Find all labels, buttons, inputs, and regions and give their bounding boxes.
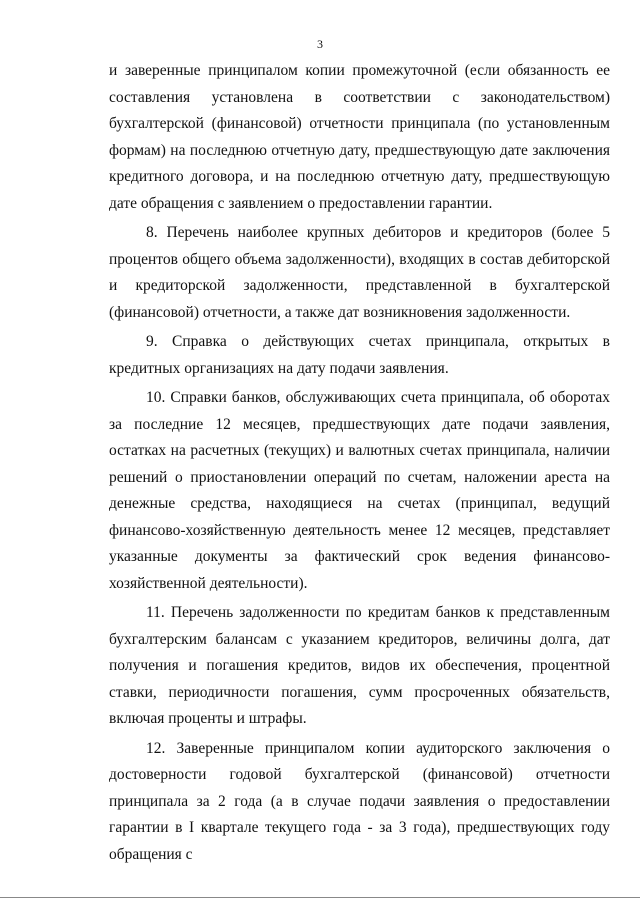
paragraph-item-8: 8. Перечень наиболее крупных дебиторов и кредиторов (более 5 процентов общего объема задолженности), входящих в состав дебиторской и кредиторской задолженности, представленной в бухгалтерской (финансовой) отчетности, а также дат возникновения задолженности. <box>109 224 610 321</box>
paragraph-continuation: и заверенные принципалом копии промежуточной (если обязанность ее составления установлена в соответствии с законодательством) бухгалтерской (финансовой) отчетности принципала (по установленным формам) на последнюю отчетную дату, предшествующую дате заключения кредитного договора, и на последнюю отчетную дату, предшествующую дате обращения с заявлением о предоставлении гарантии. <box>109 62 610 212</box>
document-body <box>109 58 610 868</box>
page-number: 3 <box>317 37 323 51</box>
paragraph-item-9: 9. Справка о действующих счетах принципала, открытых в кредитных организациях на дату подачи заявления. <box>109 333 610 377</box>
paragraph-item-12: 12. Заверенные принципалом копии аудиторского заключения о достоверности годовой бухгалтерской (финансовой) отчетности принципала за 2 года (а в случае подачи заявления о предоставлении гарантии в I квартале текущего года - за 3 года), предшествующих году обращения с <box>109 739 610 863</box>
paragraph-item-10: 10. Справки банков, обслуживающих счета принципала, об оборотах за последние 12 месяцев, предшествующих дате подачи заявления, остатках на расчетных (текущих) и валютных счетах принципала, наличии решений о приостановлении операций по счетам, наложении ареста на денежные средства, находящиеся на счетах (принципал, ведущий финансово-хозяйственную деятельность менее 12 месяцев, представляет указанные документы за фактический срок ведения финансово-хозяйственной деятельности). <box>109 389 610 592</box>
paragraph-item-11: 11. Перечень задолженности по кредитам банков к представленным бухгалтерским балансам с указанием кредиторов, величины долга, дат получения и погашения кредитов, видов их обеспечения, процентной ставки, периодичности погашения, сумм просроченных обязательств, включая проценты и штрафы. <box>109 604 610 727</box>
page-bottom-divider <box>0 897 640 898</box>
